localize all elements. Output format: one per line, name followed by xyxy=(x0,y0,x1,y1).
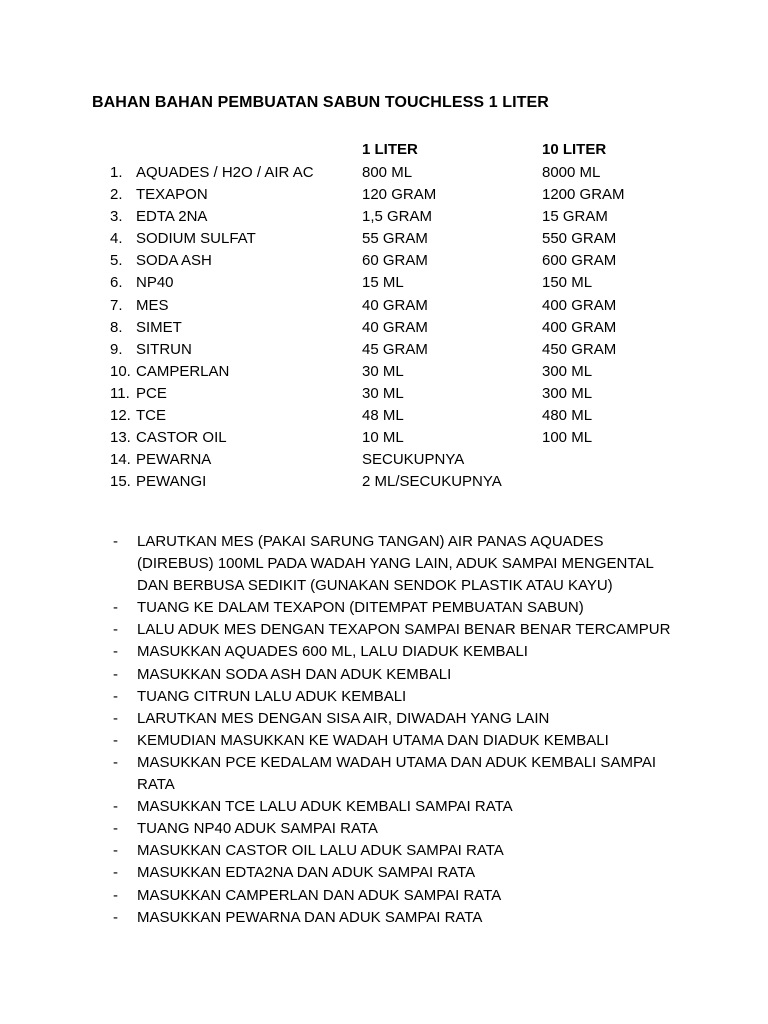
instruction-list xyxy=(0,531,768,929)
ingredient-row xyxy=(0,471,768,493)
ingredient-amount-1-liter: 55 GRAM xyxy=(362,230,428,248)
instruction-text: LALU ADUK MES DENGAN TEXAPON SAMPAI BENAR BENAR TERCAMPUR xyxy=(137,621,671,639)
instruction-text: MASUKKAN EDTA2NA DAN ADUK SAMPAI RATA xyxy=(137,864,476,882)
ingredient-row xyxy=(0,449,768,471)
instruction-text: TUANG NP40 ADUK SAMPAI RATA xyxy=(137,820,378,838)
ingredient-name: CAMPERLAN xyxy=(136,362,230,380)
bullet-dash: - xyxy=(113,599,118,617)
bullet-dash: - xyxy=(113,687,118,705)
bullet-dash: - xyxy=(113,820,118,838)
ingredient-number: 10. xyxy=(110,362,131,380)
instruction-step xyxy=(0,862,768,884)
ingredient-name: PEWARNA xyxy=(136,451,212,469)
bullet-dash: - xyxy=(113,842,118,860)
instruction-step xyxy=(0,796,768,818)
ingredient-list xyxy=(0,162,768,493)
bullet-dash: - xyxy=(113,908,118,926)
ingredient-amount-10-liter: 100 ML xyxy=(542,429,593,447)
ingredient-amount-10-liter: 600 GRAM xyxy=(542,252,617,270)
ingredient-row xyxy=(0,250,768,272)
ingredient-amount-10-liter: 450 GRAM xyxy=(542,340,617,358)
ingredient-amount-1-liter: 120 GRAM xyxy=(362,186,437,204)
bullet-dash: - xyxy=(113,864,118,882)
ingredient-amount-1-liter: 10 ML xyxy=(362,429,404,447)
ingredient-name: SODIUM SULFAT xyxy=(136,230,256,248)
bullet-dash: - xyxy=(113,798,118,816)
ingredient-amount-1-liter: 45 GRAM xyxy=(362,340,428,358)
instruction-step xyxy=(0,907,768,929)
ingredient-number: 7. xyxy=(110,296,123,314)
ingredient-amount-10-liter: 300 ML xyxy=(542,384,593,402)
ingredient-row xyxy=(0,383,768,405)
ingredient-number: 6. xyxy=(110,274,123,292)
instruction-step xyxy=(0,818,768,840)
document-title: BAHAN BAHAN PEMBUATAN SABUN TOUCHLESS 1 LITER xyxy=(92,94,549,111)
bullet-dash: - xyxy=(113,643,118,661)
bullet-dash: - xyxy=(113,753,118,771)
ingredient-row xyxy=(0,317,768,339)
ingredient-amount-1-liter: 2 ML/SECUKUPNYA xyxy=(362,473,502,491)
instruction-text: MASUKKAN AQUADES 600 ML, LALU DIADUK KEMBALI xyxy=(137,643,528,661)
ingredient-amount-10-liter: 1200 GRAM xyxy=(542,186,625,204)
ingredient-row xyxy=(0,361,768,383)
ingredient-amount-10-liter: 150 ML xyxy=(542,274,593,292)
ingredient-name: EDTA 2NA xyxy=(136,208,208,226)
ingredient-number: 1. xyxy=(110,164,123,181)
instruction-step xyxy=(0,730,768,752)
ingredient-name: PCE xyxy=(136,384,167,402)
column-header-1-liter: 1 LITER xyxy=(362,141,418,158)
ingredient-number: 3. xyxy=(110,208,123,226)
instruction-text: LARUTKAN MES DENGAN SISA AIR, DIWADAH YANG LAIN xyxy=(137,709,550,727)
ingredient-amount-1-liter: 30 ML xyxy=(362,384,404,402)
ingredient-amount-1-liter: SECUKUPNYA xyxy=(362,451,465,469)
ingredient-amount-1-liter: 40 GRAM xyxy=(362,318,428,336)
ingredient-name: NP40 xyxy=(136,274,174,292)
instruction-step xyxy=(0,664,768,686)
instruction-step xyxy=(0,840,768,862)
ingredient-amount-1-liter: 800 ML xyxy=(362,164,413,181)
ingredient-row xyxy=(0,427,768,449)
instruction-text: MASUKKAN TCE LALU ADUK KEMBALI SAMPAI RATA xyxy=(137,798,513,816)
instruction-text: MASUKKAN CASTOR OIL LALU ADUK SAMPAI RATA xyxy=(137,842,504,860)
ingredient-name: SITRUN xyxy=(136,340,192,358)
ingredient-amount-1-liter: 40 GRAM xyxy=(362,296,428,314)
ingredient-number: 11. xyxy=(110,384,130,402)
instruction-text: TUANG KE DALAM TEXAPON (DITEMPAT PEMBUATAN SABUN) xyxy=(137,599,584,617)
instruction-step xyxy=(0,885,768,907)
ingredient-amount-1-liter: 60 GRAM xyxy=(362,252,428,270)
bullet-dash: - xyxy=(113,709,118,727)
ingredient-amount-10-liter: 400 GRAM xyxy=(542,318,617,336)
ingredient-amount-10-liter: 400 GRAM xyxy=(542,296,617,314)
bullet-dash: - xyxy=(113,533,118,550)
ingredient-amount-10-liter: 550 GRAM xyxy=(542,230,617,248)
ingredient-row xyxy=(0,272,768,294)
instruction-text: MASUKKAN SODA ASH DAN ADUK KEMBALI xyxy=(137,665,452,683)
instruction-step xyxy=(0,752,768,796)
ingredient-row xyxy=(0,405,768,427)
ingredient-number: 9. xyxy=(110,340,123,358)
instruction-step xyxy=(0,597,768,619)
ingredient-amount-10-liter: 300 ML xyxy=(542,362,593,380)
ingredient-name: TCE xyxy=(136,407,166,425)
ingredient-amount-1-liter: 15 ML xyxy=(362,274,404,292)
ingredient-name: TEXAPON xyxy=(136,186,208,204)
ingredient-name: AQUADES / H2O / AIR AC xyxy=(136,164,314,181)
ingredient-row xyxy=(0,162,768,184)
ingredient-number: 13. xyxy=(110,429,131,447)
ingredient-name: MES xyxy=(136,296,169,314)
ingredient-amount-1-liter: 30 ML xyxy=(362,362,404,380)
instruction-text: MASUKKAN PCE KEDALAM WADAH UTAMA DAN ADUK KEMBALI SAMPAI RATA xyxy=(137,753,657,794)
ingredient-row xyxy=(0,339,768,361)
ingredient-number: 5. xyxy=(110,252,123,270)
ingredient-row xyxy=(0,295,768,317)
instruction-step xyxy=(0,531,768,597)
ingredient-row xyxy=(0,228,768,250)
ingredient-number: 4. xyxy=(110,230,123,248)
ingredient-row xyxy=(0,206,768,228)
instruction-text: MASUKKAN CAMPERLAN DAN ADUK SAMPAI RATA xyxy=(137,886,502,904)
ingredient-name: PEWANGI xyxy=(136,473,207,491)
instruction-step xyxy=(0,619,768,641)
instruction-text: LARUTKAN MES (PAKAI SARUNG TANGAN) AIR PANAS AQUADES (DIREBUS) 100ML PADA WADAH YANG LAIN, ADUK SAMPAI MENGENTAL DAN BERBUSA SEDIKIT (GUNAKAN SENDOK PLASTIK ATAU KAYU) xyxy=(137,533,654,595)
ingredient-number: 8. xyxy=(110,318,123,336)
ingredient-amount-10-liter: 8000 ML xyxy=(542,164,601,181)
ingredient-amount-1-liter: 48 ML xyxy=(362,407,404,425)
instruction-text: TUANG CITRUN LALU ADUK KEMBALI xyxy=(137,687,407,705)
bullet-dash: - xyxy=(113,886,118,904)
bullet-dash: - xyxy=(113,621,118,639)
instruction-step xyxy=(0,641,768,663)
ingredient-amount-10-liter: 15 GRAM xyxy=(542,208,608,226)
column-header-10-liter: 10 LITER xyxy=(542,141,607,158)
ingredient-name: SIMET xyxy=(136,318,182,336)
ingredient-name: CASTOR OIL xyxy=(136,429,227,447)
bullet-dash: - xyxy=(113,665,118,683)
ingredient-number: 12. xyxy=(110,407,131,425)
ingredient-number: 14. xyxy=(110,451,131,469)
ingredient-name: SODA ASH xyxy=(136,252,212,270)
instruction-text: KEMUDIAN MASUKKAN KE WADAH UTAMA DAN DIADUK KEMBALI xyxy=(137,731,609,749)
instruction-text: MASUKKAN PEWARNA DAN ADUK SAMPAI RATA xyxy=(137,908,483,926)
ingredient-amount-10-liter: 480 ML xyxy=(542,407,593,425)
ingredient-number: 15. xyxy=(110,473,131,491)
ingredient-row xyxy=(0,184,768,206)
instruction-step xyxy=(0,708,768,730)
ingredient-number: 2. xyxy=(110,186,123,204)
ingredient-amount-1-liter: 1,5 GRAM xyxy=(362,208,433,226)
instruction-step xyxy=(0,686,768,708)
bullet-dash: - xyxy=(113,731,118,749)
